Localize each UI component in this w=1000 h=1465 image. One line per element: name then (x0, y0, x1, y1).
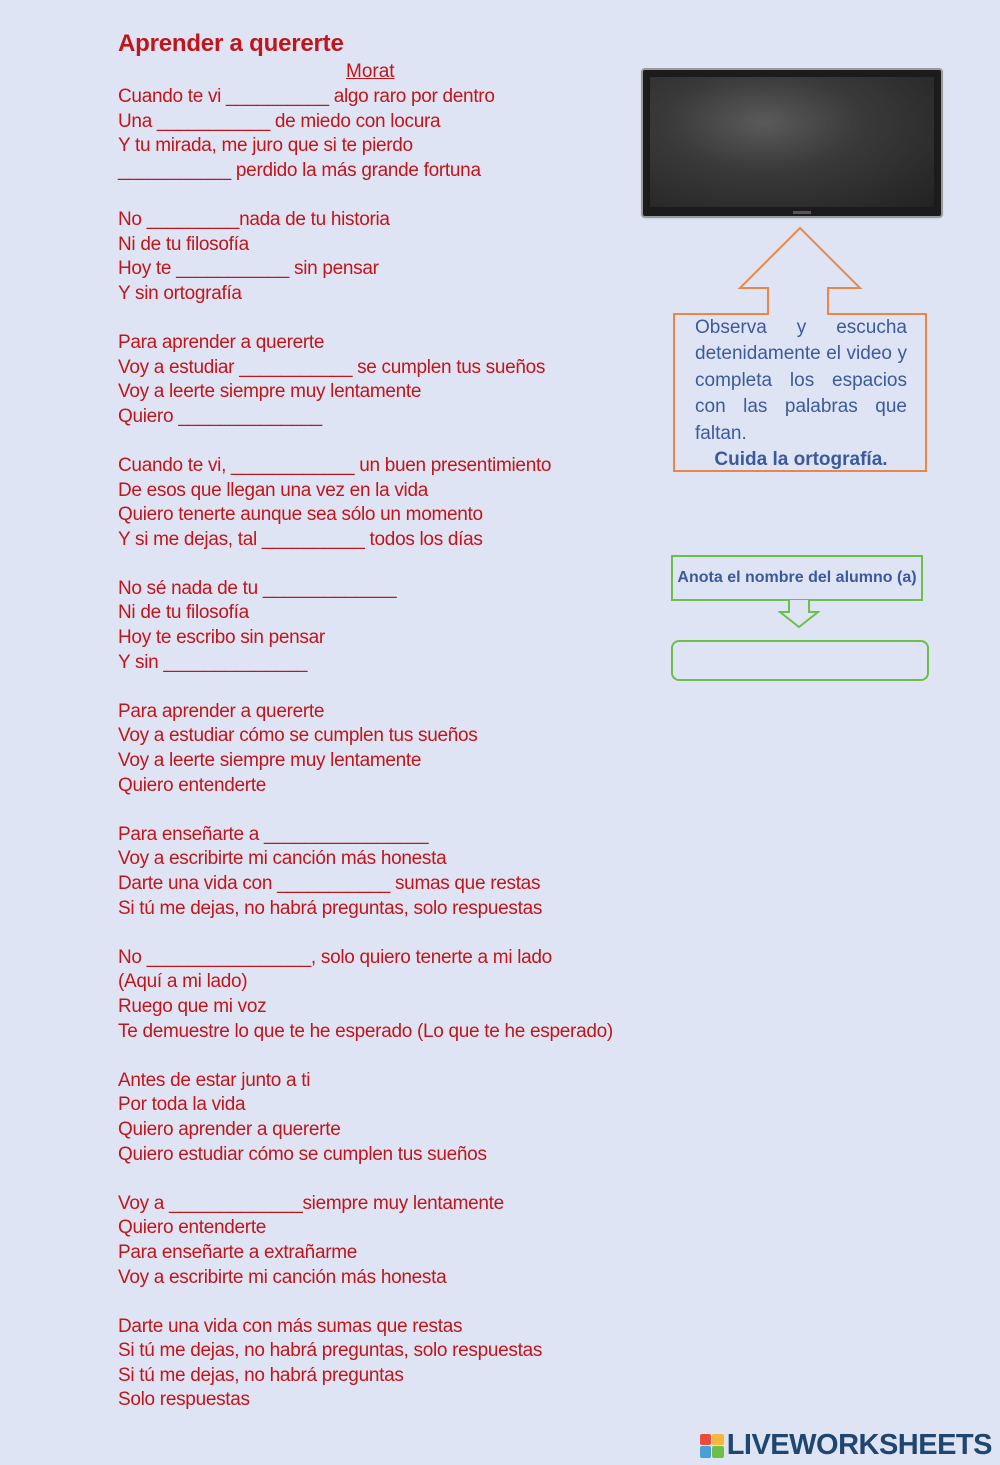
video-player[interactable] (643, 70, 941, 216)
stanza (118, 1069, 613, 1167)
lyric-line: Voy a estudiar cómo se cumplen tus sueños (118, 725, 478, 747)
lyric-line: (Aquí a mi lado) (118, 971, 248, 993)
lyric-line: Para enseñarte a extrañarme (118, 1241, 358, 1263)
stanza (118, 577, 613, 675)
lyric-line: Te demuestre lo que te he esperado (Lo que te he esperado) (118, 1020, 613, 1042)
instructions-emphasis: Cuida la ortografía. (714, 449, 888, 471)
lyric-line: Y si me dejas, tal __________ todos los días (118, 528, 483, 550)
lyric-line: No sé nada de tu _____________ (118, 577, 397, 599)
lyric-line: Para aprender a quererte (118, 331, 325, 353)
stanza (118, 454, 613, 552)
lyric-line: De esos que llegan una vez en la vida (118, 479, 429, 501)
song-title: Aprender a quererte (118, 30, 344, 57)
liveworksheets-icon (700, 1434, 724, 1458)
lyric-line: Hoy te escribo sin pensar (118, 627, 325, 649)
lyric-line: No ________________, solo quiero tenerte a mi lado (118, 946, 552, 968)
lyric-line: Quiero entenderte (118, 1217, 267, 1239)
lyric-line: Cuando te vi __________ algo raro por dentro (118, 86, 495, 107)
lyric-line: Y sin ______________ (118, 651, 308, 673)
down-arrow-icon (778, 599, 820, 629)
lyrics (118, 85, 613, 1438)
lyric-line: Hoy te ___________ sin pensar (118, 258, 379, 280)
lyric-line: Quiero estudiar cómo se cumplen tus sueños (118, 1143, 487, 1165)
stanza (118, 85, 613, 183)
liveworksheets-logo (700, 1429, 992, 1462)
brand-name: LIVEWORKSHEETS (726, 1429, 992, 1461)
lyric-line: Voy a leerte siempre muy lentamente (118, 381, 422, 403)
lyric-line: Quiero ______________ (118, 405, 322, 427)
song-artist: Morat (346, 61, 395, 82)
stanza (118, 208, 613, 306)
stanza (118, 700, 613, 798)
lyric-line: Voy a leerte siempre muy lentamente (118, 750, 422, 772)
lyric-line: Ruego que mi voz (118, 995, 267, 1017)
lyric-line: Darte una vida con ___________ sumas que restas (118, 873, 541, 894)
stanza (118, 331, 613, 429)
stanza (118, 1315, 613, 1413)
tv-logo-icon (793, 211, 811, 214)
lyric-line: Si tú me dejas, no habrá preguntas, solo respuestas (118, 897, 543, 919)
lyric-line: Ni de tu filosofía (118, 233, 249, 255)
instructions-text: Observa y escucha detenidamente el video y completa los espacios con las palabras que faltan. (695, 317, 907, 444)
lyric-line: Una ___________ de miedo con locura (118, 110, 441, 132)
lyric-line: Si tú me dejas, no habrá preguntas, solo respuestas (118, 1340, 543, 1362)
lyric-line: Voy a escribirte mi canción más honesta (118, 1266, 447, 1288)
stanza (118, 946, 613, 1044)
lyric-line: Y sin ortografía (118, 282, 242, 304)
lyric-line: Quiero entenderte (118, 774, 267, 796)
lyric-line: Para aprender a quererte (118, 700, 325, 722)
lyric-line: Voy a escribirte mi canción más honesta (118, 848, 447, 870)
student-name-input[interactable] (671, 640, 929, 681)
lyric-line: Por toda la vida (118, 1094, 246, 1116)
lyric-line: Darte una vida con más sumas que restas (118, 1315, 463, 1337)
lyric-line: No _________nada de tu historia (118, 208, 390, 230)
lyric-line: Cuando te vi, ____________ un buen presentimiento (118, 454, 552, 476)
lyric-line: Voy a _____________siempre muy lentamente (118, 1192, 504, 1214)
lyric-line: Para enseñarte a ________________ (118, 823, 429, 845)
video-screen[interactable] (650, 77, 934, 207)
lyric-line: Voy a estudiar ___________ se cumplen tus sueños (118, 356, 546, 378)
lyric-line: Si tú me dejas, no habrá preguntas (118, 1364, 404, 1386)
lyric-line: Solo respuestas (118, 1389, 250, 1411)
stanza (118, 1192, 613, 1290)
instructions (695, 315, 907, 473)
lyric-line: Quiero tenerte aunque sea sólo un momento (118, 504, 483, 526)
stanza (118, 823, 613, 921)
lyric-line: Quiero aprender a quererte (118, 1118, 341, 1140)
lyric-line: Antes de estar junto a ti (118, 1069, 311, 1091)
lyric-line: ___________ perdido la más grande fortuna (118, 159, 481, 181)
lyric-line: Ni de tu filosofía (118, 602, 249, 624)
student-name-label: Anota el nombre del alumno (a) (671, 555, 923, 601)
lyric-line: Y tu mirada, me juro que si te pierdo (118, 135, 413, 157)
